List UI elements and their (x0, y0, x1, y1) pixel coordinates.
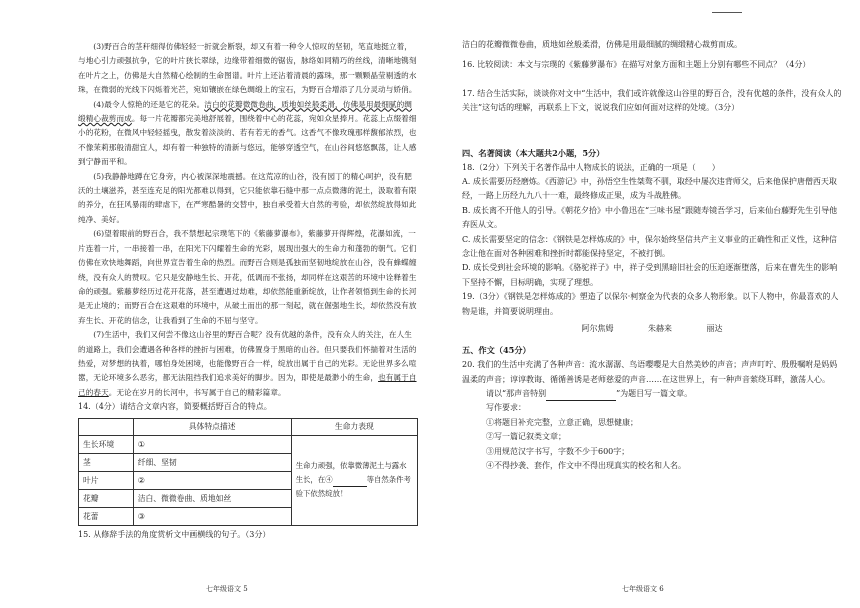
features-table (78, 418, 418, 526)
table-row-key: 生长环境 (79, 435, 134, 453)
requirement-item: ④不得抄袭、套作，作文中不得出现真实的校名和人名。 (486, 460, 686, 470)
table-header-desc: 具体特点描述 (133, 418, 291, 435)
paragraph-5: (5)我静静地蹲在它身旁，内心被深深地震撼。在这荒凉的山谷，没有园丁的精心呵护，没有肥沃的土壤滋养，甚至连充足的阳光都难以得到，它只能依靠石缝中那一点点微薄的泥土，汲取着有限的养分，在狂风暴雨的肆虐下，在严寒酷暑的交替中，独自承受着大自然的考验，却依然绽放得如此纯净、美好。 (78, 171, 417, 224)
table-row-value: 纤细、坚韧 (133, 453, 291, 471)
question-16: 16. 比较阅读：本文与宗璞的《紫藤萝瀑布》在描写对象方面和主题上分别有哪些不同点？（4分） (462, 60, 811, 70)
table-row-value: ① (133, 435, 291, 453)
requirement-item: ②写一篇记叙类文章； (486, 432, 566, 442)
essay-prompt: 请以“那声音特别 ”为题目写一篇文章。 (462, 387, 842, 401)
requirement-item: ③用规范汉字书写，字数不少于600字； (486, 446, 630, 456)
question-20: 20. 我们的生活中充满了各种声音：流水潺潺、鸟语嘤嘤是大自然美妙的声音；声声叮咛、殷殷嘱咐是妈妈温柔的声音；谆谆教诲、循循善诱是老师慈爱的声音……在这世界上，有一种声音萦绕耳畔，激荡人心。 (462, 360, 838, 384)
answer-blank[interactable] (333, 476, 367, 487)
table-row-value: 洁白、微微卷曲、质地如丝 (133, 489, 291, 507)
table-row-key: 茎 (79, 453, 134, 471)
title-blank[interactable] (546, 390, 616, 401)
question-15: 15. 从修辞手法的角度赏析文中画横线的句子。（3分） (78, 529, 271, 539)
requirements-title: 写作要求： (486, 403, 526, 413)
question-19: 19.（3分）《钢铁是怎样炼成的》塑造了以保尔·柯察金为代表的众多人物形象。以下人物中，你最喜欢的人物是谁，并简要说明理由。 (462, 292, 839, 316)
table-header-life: 生命力表现 (291, 418, 417, 435)
table-row-value: ② (133, 471, 291, 489)
requirement-item: ①将题目补充完整，立意正确，思想健康； (486, 417, 638, 427)
character-name: 阿尔焦姆 (581, 324, 614, 334)
character-name: 朱赫来 (648, 324, 672, 334)
page-right (440, 0, 860, 608)
character-names (462, 321, 842, 337)
option-a: A. 成长需要历经磨炼。《西游记》中，孙悟空生性桀骜不驯，取经中屡次违背师父，后来他保护唐僧西天取经，一路上历经九九八十一难，最终修成正果，成为斗战胜佛。 (462, 177, 837, 201)
table-row-value: ③ (133, 507, 291, 525)
option-c: C. 成长需要坚定的信念：《钢铁是怎样炼成的》中，保尔始终坚信共产主义事业的正确性和正义性，这种信念让他在面对各种困难和挫折时都能保持坚定，不被打倒。 (462, 234, 837, 259)
section-4-title: 四、名著阅读（本大题共2小题，5分） (462, 147, 605, 158)
option-d: D. 成长受到社会环境的影响。《骆驼祥子》中，祥子受到黑暗旧社会的压迫逐渐堕落，后来在曹先生的影响下坚持不懈，目标明确，实现了理想。 (462, 263, 838, 287)
table-row-key: 叶片 (79, 471, 134, 489)
table-row-key: 花蕾 (79, 507, 134, 525)
underlined-phrase: 也有属于自己的春天 (78, 373, 417, 397)
question-14: 14.（4分）请结合文章内容，简要概括野百合的特点。 (78, 402, 272, 412)
paragraph-4: (4)最令人惊艳的还是它的花朵。洁白的花瓣微微卷曲，质地如丝般柔滑，仿佛是用最细腻的绸缎精心裁剪而成。每一片花瓣都完美地舒展着，围绕着中心的花蕊，宛如众星捧月。花蕊上点缀着细小的花粉，在微风中轻轻摇曳，散发着淡淡的、若有若无的香气。这香气不像玫瑰那样馥郁浓烈，也不像茉莉那般清甜宜人，却有着一种独特的清新与悠远，能够穿透空气，在山谷间悠悠飘荡，让人感到宁静而平和。 (78, 99, 417, 167)
page-footer-right: 七年级语文 6 (622, 585, 664, 593)
question-18: 18.（2分）下列关于名著作品中人物成长的说法，正确的一项是（ ） (462, 162, 720, 172)
option-b: B. 成长离不开他人的引导。《朝花夕拾》中小鲁迅在“三味书屋”跟随寿镜吾学习，后来仙台藤野先生引导他弃医从文。 (462, 205, 838, 230)
table-row-key: 花瓣 (79, 489, 134, 507)
underlined-sentence: 洁白的花瓣微微卷曲，质地如丝般柔滑，仿佛是用最细腻的绸缎精心裁剪而成 (78, 99, 412, 124)
section-5-title: 五、作文（45分） (462, 345, 531, 356)
life-cell: 生命力顽强，依靠微薄泥土与露水生长，在④ 等自然条件考验下依然绽放！ (291, 435, 417, 525)
continued-text: 洁白的花瓣微微卷曲，质地如丝般柔滑，仿佛是用最细腻的绸缎精心裁剪而成。 (462, 40, 742, 49)
paragraph-7: (7)生活中，我们又何尝不像这山谷里的野百合呢？没有优越的条件，没有众人的关注，在人生的道路上，我们会遭遇各种各样的挫折与困难，仿佛置身于黑暗的山谷。但只要我们怀揣着对生活的热爱，对梦想的执着，哪怕身处困境，也能像野百合一样，绽放出属于自己的光彩。无论世界多么喧嚣，无论环境多么恶劣，都无法阻挡我们追求美好的脚步。因为，即使是最渺小的生命，也有属于自己的春天。无论在岁月的长河中，书写属于自己的精彩篇章。 (78, 330, 417, 397)
paragraph-3: (3)野百合的茎秆细得仿佛轻轻一折就会断裂，却又有着一种令人惊叹的坚韧，笔直地挺立着，与地心引力顽强抗争，它的叶片狭长翠绿，边缘带着细微的锯齿，脉络如同精巧的丝线，清晰地镌刻在叶片之上，仿佛是大自然精心绘制的生命图谱。叶片上还沾着清晨的露珠，那一颗颗晶莹剔透的水珠，在微弱的光线下闪烁着光芒，宛如镶嵌在绿色绸缎上的宝石，为野百合增添了几分灵动与娇俏。 (78, 42, 417, 95)
question-17: 17. 结合生活实际，谈谈你对文中“生活中，我们或许就像这山谷里的野百合，没有优越的条件，没有众人的关注”这句话的理解，再联系上下文，说说我们应如何面对这样的处境。（3分） (462, 88, 842, 113)
page-footer-left: 七年级语文 5 (206, 585, 248, 593)
character-name: 丽达 (706, 324, 723, 334)
paragraph-6: (6)望着眼前的野百合，我不禁想起宗璞笔下的《紫藤萝瀑布》，紫藤萝开得辉煌，花瀑如流，一片连着一片，一串接着一串，在阳光下闪耀着生命的光彩，展现出强大的生命力和蓬勃的朝气。它们仿佛在欢快地舞蹈，向世界宣告着生命的热烈。而野百合则是孤独而坚韧地绽放在山谷，没有蜂蝶缠绕，没有众人的赞叹。它只是安静地生长、开花，低调而不张扬，却同样在这艰苦的环境中诠释着生命的顽强。紫藤萝经历过花开花落，甚至遭遇过劫难，却依然能重新绽放，让作者领悟到生命的长河是无止境的；而野百合在这艰难的环境中，从破土而出的那一刻起，就在倔强地生长，却依然没有放弃生长、开花的信念，让我看到了生命的不屈与坚守。 (78, 229, 417, 325)
